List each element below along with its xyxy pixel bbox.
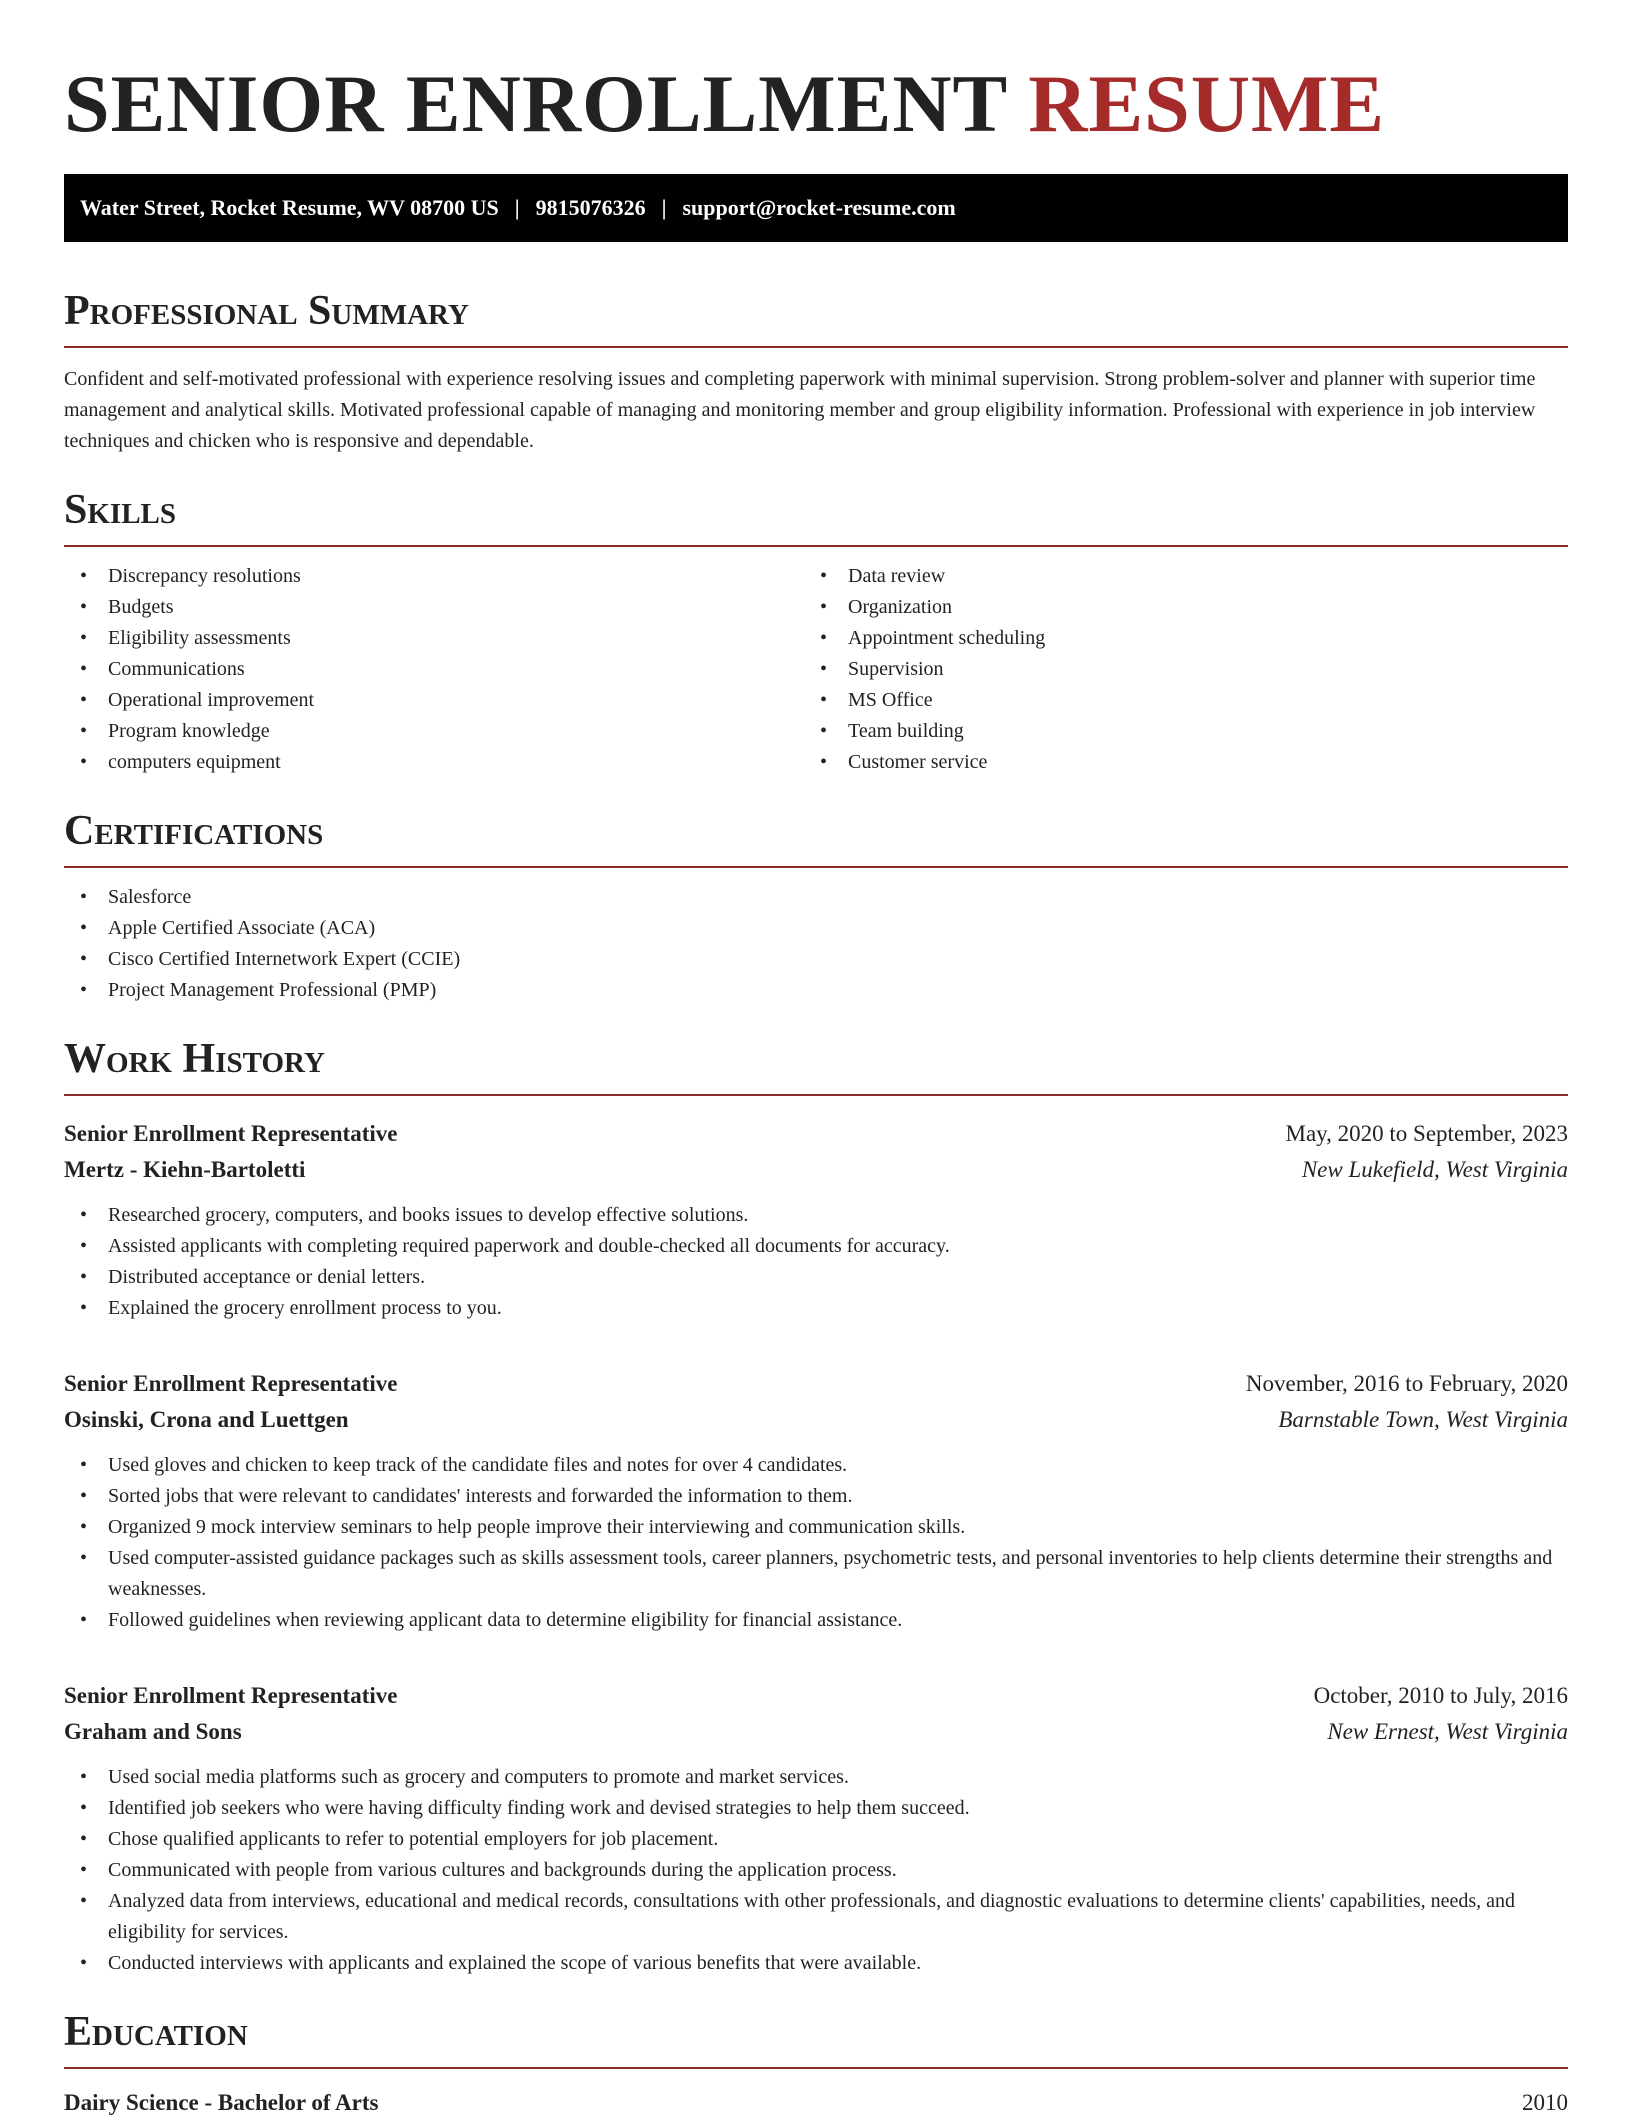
certification-item: • Apple Certified Associate (ACA) xyxy=(64,913,1568,944)
skills-right-list xyxy=(804,561,1544,778)
certification-item: • Salesforce xyxy=(64,882,1568,913)
job-title: Senior Enrollment Representative xyxy=(64,1121,398,1146)
job-entry xyxy=(64,1366,1568,1636)
job-duty: • Identified job seekers who were having difficulty finding work and devised strategies to help them succeed. xyxy=(64,1793,1568,1824)
skill-item: • Eligibility assessments xyxy=(64,623,804,654)
job-dates: October, 2010 to July, 2016 xyxy=(1313,1683,1568,1708)
job-dates: May, 2020 to September, 2023 xyxy=(1285,1121,1568,1146)
section-divider xyxy=(64,866,1568,868)
skill-item: • Data review xyxy=(804,561,1544,592)
job-entry xyxy=(64,1678,1568,1979)
certifications-section xyxy=(64,806,1568,1006)
job-duty: • Conducted interviews with applicants and explained the scope of various benefits that were available. xyxy=(64,1948,1568,1979)
job-title: Senior Enrollment Representative xyxy=(64,1683,398,1708)
job-header-row xyxy=(64,1116,1568,1152)
resume-page xyxy=(64,0,1568,2121)
job-company-row xyxy=(64,1402,1568,1438)
skill-item: • Supervision xyxy=(804,654,1544,685)
section-title-certifications: Certifications xyxy=(64,808,324,854)
job-duty: • Analyzed data from interviews, educational and medical records, consultations with other professionals, and diagnostic evaluations to determine clients' capabilities, needs, and eligibility for services. xyxy=(64,1886,1568,1948)
job-duties-list xyxy=(64,1200,1568,1324)
job-duty: • Used gloves and chicken to keep track of the candidate files and notes for over 4 candidates. xyxy=(64,1450,1568,1481)
section-divider xyxy=(64,346,1568,348)
skill-item: • Appointment scheduling xyxy=(804,623,1544,654)
job-duty: • Distributed acceptance or denial letters. xyxy=(64,1262,1568,1293)
education-degree: Dairy Science - Bachelor of Arts xyxy=(64,2090,379,2115)
contact-address: Water Street, Rocket Resume, WV 08700 US xyxy=(80,195,499,220)
job-location: Barnstable Town, West Virginia xyxy=(1278,1407,1568,1432)
job-company: Mertz - Kiehn-Bartoletti xyxy=(64,1157,306,1182)
skill-item: • Team building xyxy=(804,716,1544,747)
contact-bar xyxy=(64,174,1568,242)
job-company-row xyxy=(64,1714,1568,1750)
job-entry xyxy=(64,1116,1568,1324)
skill-item: • computers equipment xyxy=(64,747,804,778)
section-divider xyxy=(64,1094,1568,1096)
job-company: Graham and Sons xyxy=(64,1719,242,1744)
job-title: Senior Enrollment Representative xyxy=(64,1371,398,1396)
skills-section xyxy=(64,485,1568,778)
skill-item: • Discrepancy resolutions xyxy=(64,561,804,592)
section-title-education: Education xyxy=(64,2009,248,2055)
title-main: SENIOR ENROLLMENT xyxy=(64,58,1007,149)
section-title-work-history: Work History xyxy=(64,1036,325,1082)
job-duty: • Followed guidelines when reviewing applicant data to determine eligibility for financial assistance. xyxy=(64,1605,1568,1636)
certification-item: • Project Management Professional (PMP) xyxy=(64,975,1568,1006)
education-section xyxy=(64,2007,1568,2121)
education-entry xyxy=(64,2085,1568,2121)
summary-text: Confident and self-motivated professional with experience resolving issues and completing paperwork with minimal supervision. Strong problem-solver and planner with superior time management and analytical skills. Motivated professional capable of managing and monitoring member and group eligibility information. Professional with experience in job interview techniques and chicken who is responsive and dependable. xyxy=(64,368,1536,452)
resume-title xyxy=(64,0,1568,150)
skill-item: • Customer service xyxy=(804,747,1544,778)
job-dates: November, 2016 to February, 2020 xyxy=(1245,1371,1568,1396)
job-duty: • Explained the grocery enrollment process to you. xyxy=(64,1293,1568,1324)
job-location: New Ernest, West Virginia xyxy=(1327,1719,1568,1744)
title-accent: RESUME xyxy=(1028,58,1386,149)
contact-email: support@rocket-resume.com xyxy=(682,195,956,220)
job-duty: • Used social media platforms such as grocery and computers to promote and market services. xyxy=(64,1762,1568,1793)
work-history-section xyxy=(64,1034,1568,1979)
job-duty: • Communicated with people from various cultures and backgrounds during the application process. xyxy=(64,1855,1568,1886)
section-title-skills: Skills xyxy=(64,487,177,533)
section-title-summary: Professional Summary xyxy=(64,288,469,334)
certification-item: • Cisco Certified Internetwork Expert (CCIE) xyxy=(64,944,1568,975)
job-duty: • Organized 9 mock interview seminars to help people improve their interviewing and communication skills. xyxy=(64,1512,1568,1543)
skills-grid xyxy=(64,547,1568,778)
contact-separator: | xyxy=(661,195,667,220)
job-company-row xyxy=(64,1152,1568,1188)
job-duty: • Researched grocery, computers, and books issues to develop effective solutions. xyxy=(64,1200,1568,1231)
job-duty: • Assisted applicants with completing required paperwork and double-checked all documents for accuracy. xyxy=(64,1231,1568,1262)
education-year: 2010 xyxy=(1522,2090,1568,2115)
contact-phone: 9815076326 xyxy=(535,195,646,220)
section-divider xyxy=(64,2067,1568,2069)
job-header-row xyxy=(64,1678,1568,1714)
job-duties-list xyxy=(64,1762,1568,1979)
certifications-list xyxy=(64,882,1568,1006)
job-duty: • Chose qualified applicants to refer to potential employers for job placement. xyxy=(64,1824,1568,1855)
skill-item: • Organization xyxy=(804,592,1544,623)
skill-item: • Budgets xyxy=(64,592,804,623)
summary-section xyxy=(64,286,1568,457)
job-duty: • Sorted jobs that were relevant to candidates' interests and forwarded the information to them. xyxy=(64,1481,1568,1512)
job-duty: • Used computer-assisted guidance packages such as skills assessment tools, career planners, psychometric tests, and personal inventories to help clients determine their strengths and weaknesses. xyxy=(64,1543,1568,1605)
skill-item: • Program knowledge xyxy=(64,716,804,747)
job-duties-list xyxy=(64,1450,1568,1636)
skill-item: • Operational improvement xyxy=(64,685,804,716)
job-company: Osinski, Crona and Luettgen xyxy=(64,1407,349,1432)
job-location: New Lukefield, West Virginia xyxy=(1301,1157,1568,1182)
skill-item: • Communications xyxy=(64,654,804,685)
contact-separator: | xyxy=(514,195,520,220)
skills-left-list xyxy=(64,561,804,778)
job-header-row xyxy=(64,1366,1568,1402)
skill-item: • MS Office xyxy=(804,685,1544,716)
